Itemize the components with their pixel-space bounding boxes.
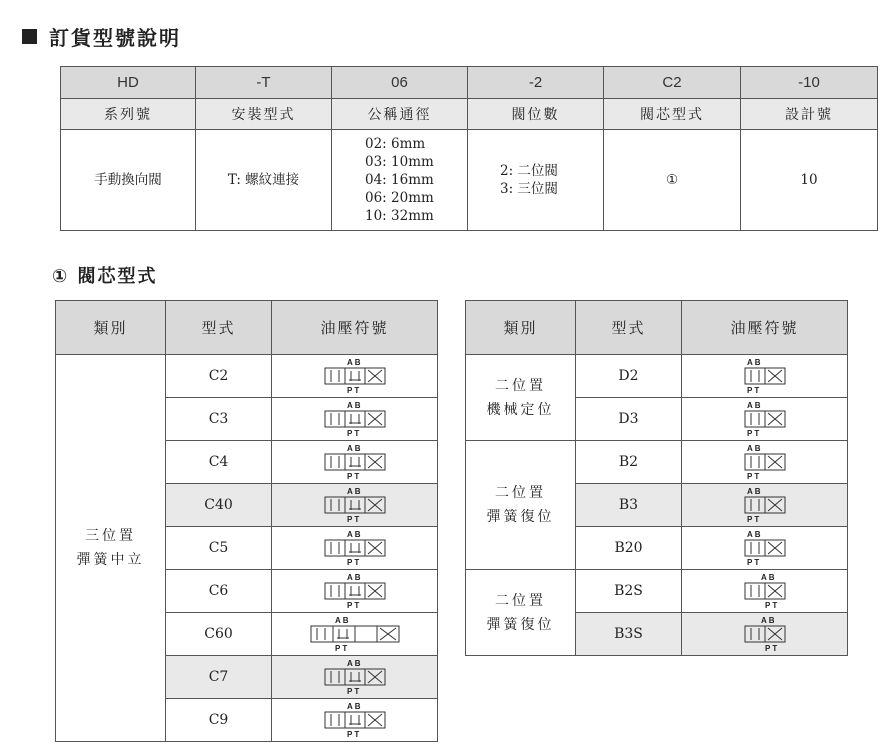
model-cell: C6 [166,570,272,613]
design-value: 10 [741,130,878,231]
symbol-cell [682,484,848,527]
spool-header-row [466,301,848,355]
header-cell: 公稱通徑 [332,99,468,130]
symbol-header: 油壓符號 [682,301,848,355]
valve-symbol-icon [280,570,430,612]
symbol-cell [682,355,848,398]
model-cell: B2S [576,570,682,613]
svg-text:A B: A B [346,401,360,410]
spool-section-title: ① 閥芯型式 [52,266,158,287]
svg-text:P T: P T [746,429,759,438]
svg-text:P T: P T [346,429,359,438]
valve-symbol-icon [690,441,840,483]
code-cell: HD [61,67,196,99]
svg-text:A B: A B [746,444,760,453]
code-cell: -2 [468,67,604,99]
model-cell: C5 [166,527,272,570]
svg-text:A B: A B [346,444,360,453]
valve-symbol-icon [280,355,430,397]
model-cell: B3 [576,484,682,527]
svg-text:A B: A B [746,401,760,410]
valve-symbol-icon [280,699,430,741]
category-header: 類別 [466,301,576,355]
model-header: 型式 [576,301,682,355]
svg-text:P T: P T [346,472,359,481]
code-cell: C2 [604,67,741,99]
symbol-cell [272,398,438,441]
symbol-header: 油壓符號 [272,301,438,355]
header-cell: 閥位數 [468,99,604,130]
position-item: 3: 三位閥 [500,181,558,197]
order-value-row [61,130,878,231]
size-item: 04: 16mm [365,172,434,188]
valve-symbol-icon [690,484,840,526]
symbol-cell [272,441,438,484]
symbol-cell [272,699,438,742]
model-cell: B3S [576,613,682,656]
order-code-row [61,67,878,99]
valve-symbol-icon [690,398,840,440]
svg-text:A B: A B [746,530,760,539]
svg-text:A B: A B [746,487,760,496]
svg-text:P T: P T [346,687,359,696]
svg-text:P T: P T [746,515,759,524]
svg-text:A B: A B [346,487,360,496]
svg-text:P T: P T [346,730,359,739]
size-item: 10: 32mm [365,208,434,224]
svg-text:P T: P T [334,644,347,653]
size-item: 03: 10mm [365,154,434,170]
header-cell: 設計號 [741,99,878,130]
valve-symbol-icon [280,613,430,655]
svg-text:A B: A B [760,573,774,582]
page-title: 訂貨型號說明 [22,22,181,51]
svg-text:A B: A B [346,573,360,582]
valve-symbol-icon [280,398,430,440]
size-item: 06: 20mm [365,190,434,206]
order-header-row [61,99,878,130]
size-item: 02: 6mm [365,136,426,152]
table-row [56,355,438,398]
table-row [466,441,848,484]
svg-text:A B: A B [346,702,360,711]
valve-symbol-icon [280,441,430,483]
model-cell: B2 [576,441,682,484]
model-cell: C9 [166,699,272,742]
table-row [466,355,848,398]
symbol-cell [682,527,848,570]
svg-text:A B: A B [334,616,348,625]
symbol-cell [272,613,438,656]
category-header: 類別 [56,301,166,355]
model-cell: C7 [166,656,272,699]
model-cell: D2 [576,355,682,398]
spool-table-left [55,300,438,742]
table-row [466,570,848,613]
code-cell: 06 [332,67,468,99]
symbol-cell [682,398,848,441]
svg-text:P T: P T [764,601,777,610]
svg-text:A B: A B [346,358,360,367]
model-cell: C2 [166,355,272,398]
symbol-cell [272,656,438,699]
svg-text:P T: P T [764,644,777,653]
model-cell: C40 [166,484,272,527]
model-header: 型式 [166,301,272,355]
model-cell: C60 [166,613,272,656]
svg-text:P T: P T [346,601,359,610]
symbol-cell [272,484,438,527]
symbol-cell [682,613,848,656]
category-cell: 二位置 彈簧復位 [466,570,576,656]
svg-text:A B: A B [346,530,360,539]
category-cell: 二位置 彈簧復位 [466,441,576,570]
svg-text:P T: P T [746,386,759,395]
spool-header-row [56,301,438,355]
svg-text:P T: P T [346,558,359,567]
header-cell: 閥芯型式 [604,99,741,130]
spool-value: ① [604,130,741,231]
category-cell: 二位置 機械定位 [466,355,576,441]
code-cell: -T [196,67,332,99]
svg-text:P T: P T [746,472,759,481]
valve-symbol-icon [280,656,430,698]
valve-symbol-icon [690,527,840,569]
valve-symbol-icon [280,527,430,569]
position-list [468,130,604,231]
model-cell: C4 [166,441,272,484]
valve-symbol-icon [690,355,840,397]
position-item: 2: 二位閥 [500,163,558,179]
order-code-table [60,66,878,231]
valve-symbol-icon [280,484,430,526]
svg-text:P T: P T [346,515,359,524]
svg-text:A B: A B [346,659,360,668]
header-cell: 系列號 [61,99,196,130]
model-cell: C3 [166,398,272,441]
svg-text:A B: A B [760,616,774,625]
symbol-cell [682,441,848,484]
symbol-cell [272,527,438,570]
symbol-cell [272,570,438,613]
square-bullet-icon [22,29,37,44]
category-cell: 三位置 彈簧中立 [56,355,166,742]
symbol-cell [682,570,848,613]
model-cell: D3 [576,398,682,441]
size-list [332,130,468,231]
symbol-cell [272,355,438,398]
spool-table-right [465,300,848,656]
svg-text:P T: P T [746,558,759,567]
mount-value: T: 螺紋連接 [196,130,332,231]
valve-symbol-icon [690,570,840,612]
valve-symbol-icon [690,613,840,655]
svg-text:P T: P T [346,386,359,395]
header-cell: 安裝型式 [196,99,332,130]
svg-text:A B: A B [746,358,760,367]
model-cell: B20 [576,527,682,570]
series-value: 手動換向閥 [61,130,196,231]
code-cell: -10 [741,67,878,99]
